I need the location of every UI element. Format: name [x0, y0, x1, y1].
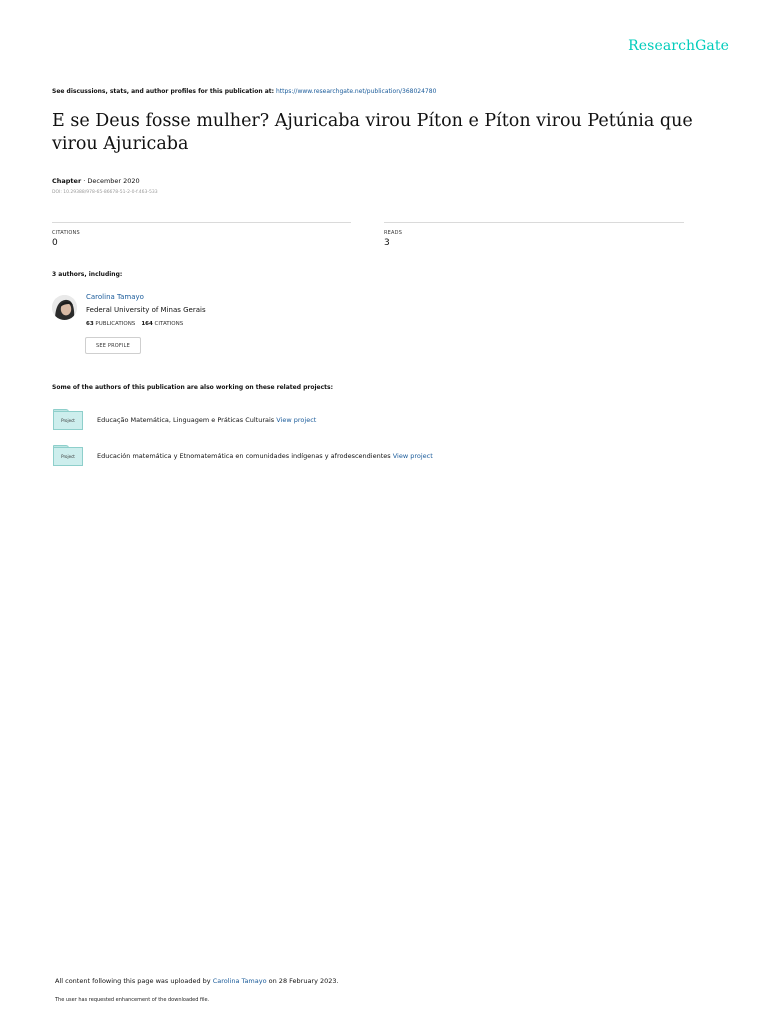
project-folder-icon — [52, 409, 83, 430]
see-profile-button[interactable]: SEE PROFILE — [85, 337, 141, 354]
source-label: See discussions, stats, and author profiles for this publication at: — [52, 88, 275, 95]
stats-divider-right — [384, 222, 684, 223]
publication-type: Chapter — [52, 177, 82, 185]
project-item — [97, 452, 433, 460]
view-project-link[interactable]: View project — [392, 452, 433, 460]
author-photo-icon — [52, 295, 77, 320]
author-avatar[interactable] — [52, 295, 77, 320]
project-icon-label: Project — [53, 447, 83, 466]
author-publications-count: 63 — [86, 321, 94, 327]
author-publications-label: PUBLICATIONS — [95, 321, 136, 327]
publication-doi: DOI: 10.29388/978-65-86678-51-2-0-f.463-533 — [52, 190, 158, 195]
upload-prefix: All content following this page was uploaded by — [55, 977, 211, 985]
author-institution: Federal University of Minas Gerais — [86, 306, 206, 314]
enhancement-note: The user has requested enhancement of the downloaded file. — [55, 997, 210, 1003]
citations-value: 0 — [52, 238, 58, 248]
source-line — [52, 88, 436, 95]
authors-heading: 3 authors, including: — [52, 271, 123, 278]
project-folder-icon — [52, 445, 83, 466]
reads-value: 3 — [384, 238, 390, 248]
stats-divider-left — [52, 222, 351, 223]
project-title: Educación matemática y Etnomatemática en comunidades indígenas y afrodescendientes — [97, 452, 391, 460]
author-name-link[interactable]: Carolina Tamayo — [86, 293, 144, 301]
project-icon-label: Project — [53, 411, 83, 430]
publication-meta — [52, 177, 140, 185]
related-projects-heading: Some of the authors of this publication are also working on these related projects: — [52, 384, 333, 391]
project-title: Educação Matemática, Linguagem e Práticas Culturais — [97, 416, 275, 424]
author-citations-label: CITATIONS — [154, 321, 184, 327]
publication-date: December 2020 — [87, 177, 140, 185]
author-stats — [86, 321, 183, 327]
project-item — [97, 416, 316, 424]
uploader-link[interactable]: Carolina Tamayo — [212, 977, 267, 985]
upload-notice — [55, 977, 339, 985]
view-project-link[interactable]: View project — [276, 416, 317, 424]
meta-separator: · — [81, 177, 88, 185]
source-url-link[interactable]: https://www.researchgate.net/publication/368024780 — [275, 88, 437, 95]
reads-label: READS — [384, 230, 403, 236]
publication-title: E se Deus fosse mulher? Ajuricaba virou Píton e Píton virou Petúnia que virou Ajuricaba — [52, 111, 693, 154]
researchgate-logo[interactable]: ResearchGate — [628, 38, 729, 54]
author-citations-count: 164 — [141, 321, 153, 327]
citations-label: CITATIONS — [52, 230, 80, 236]
upload-suffix: on 28 February 2023. — [268, 977, 339, 985]
